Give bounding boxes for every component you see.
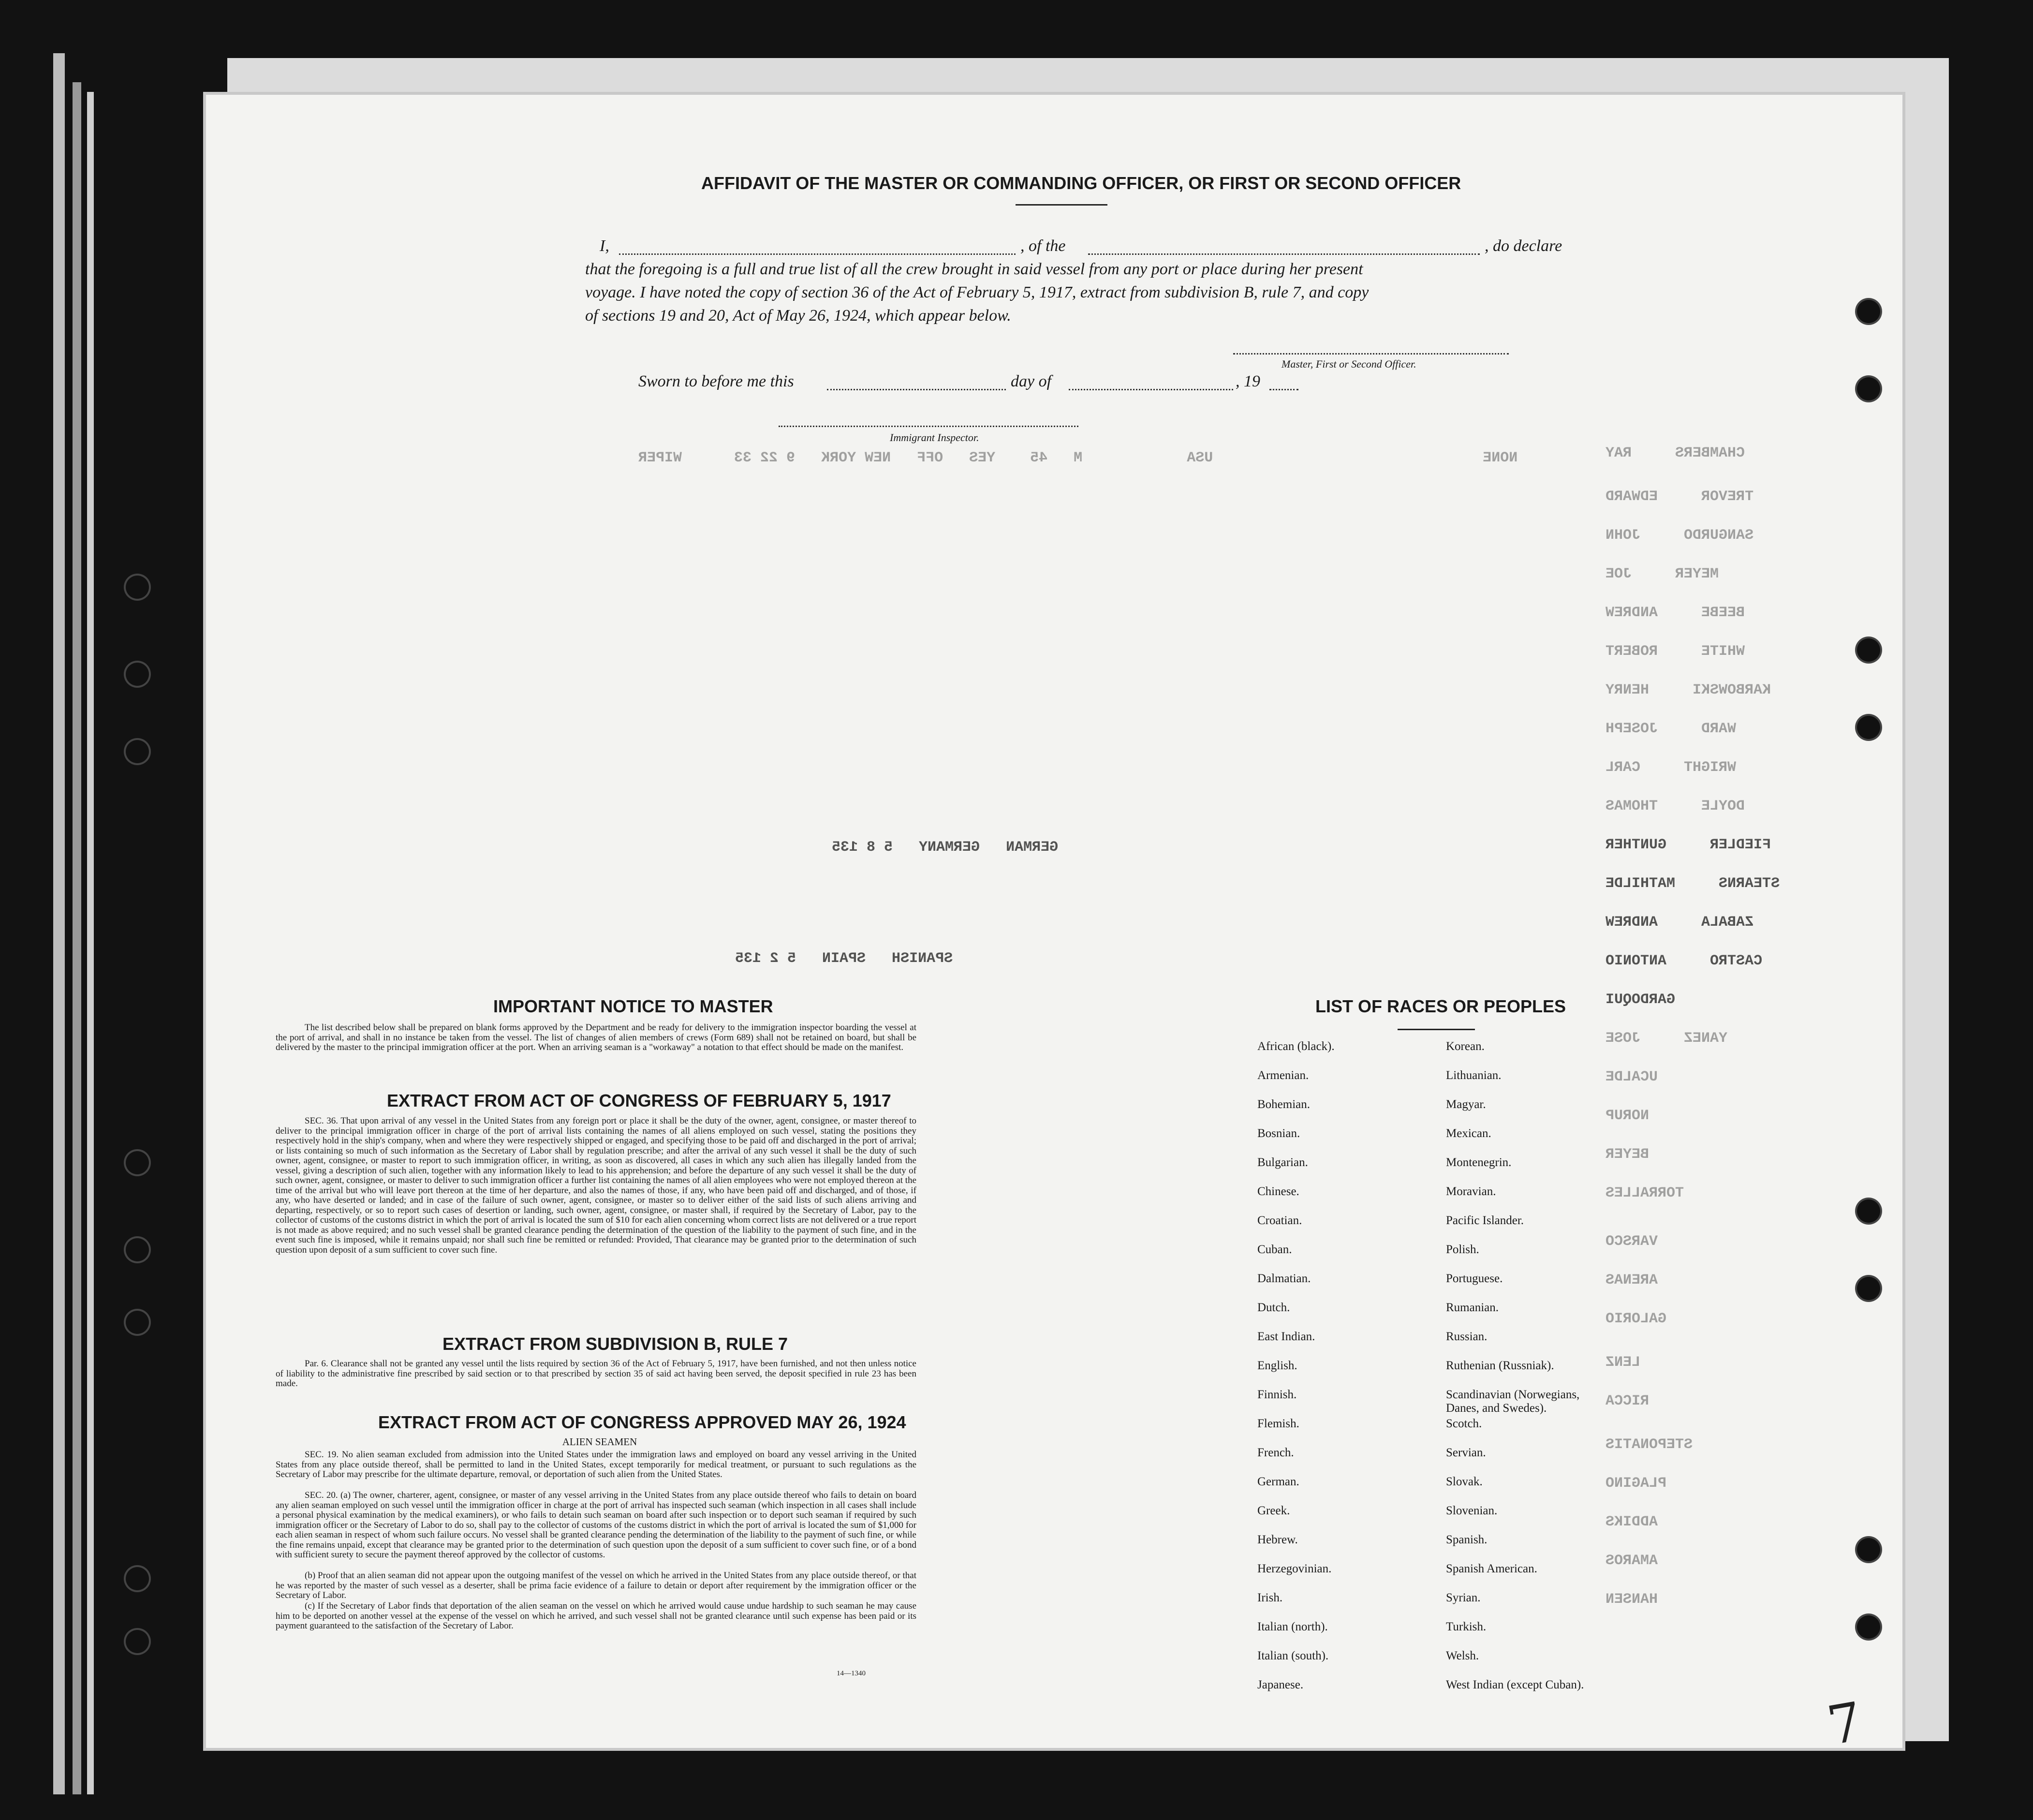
sworn-year: , 19: [1236, 372, 1260, 390]
binder-strip: [73, 82, 81, 1794]
punch-hole: [1857, 1277, 1880, 1300]
race-entry: Cuban.: [1257, 1243, 1292, 1256]
sworn-prefix: Sworn to before me this: [638, 372, 794, 390]
extract-1917-body: SEC. 36. That upon arrival of any vessel in the United States from any foreign port or place it shall be the duty of the owner, agent, consignee, or master thereof to deliver to the principal immigration officer in charge of the port of arrival lists containing the names of all aliens employed on such vessel, stating the positions they respectively hold in the ship's company, when and where they were respectively shipped or engaged, and specifying those to be paid off and discharged in the port of arrival; or lists containing so much of such information as the Secretary of Labor shall by regulation prescribe; and after the arrival of any such vessel it shall be the duty of such owner, agent, consignee, or master to report to such immigration officer, in writing, as soon as discovered, all cases in which any such alien has illegally landed from the vessel, giving a description of such alien, together with any information likely to lead to his apprehension; and before the departure of any such vessel it shall be the duty of such owner, agent, consignee, or master to deliver to such immigration officer a further list containing the names of all alien employees who were not employed thereon at the time of the arrival but who will leave port thereon at the time of her departure, and also the names of those, if any, who have been paid off and discharged, and of those, if any, who have deserted or landed; and in case of the failure of such owner, agent, consignee, or master so to deliver either of the said lists of such aliens arriving and departing, respectively, or so to report such cases of desertion or landing, such owner, agent, consignee, or master shall, if required by the Secretary of Labor, pay to the collector of customs of the customs district in which the port of arrival is located the sum of $10 for each alien concerning whom correct lists are not delivered or a true report is not made as above required; and no such vessel shall be granted clearance pending the determination of the question of the liability to the payment of such fine, and in the event such fine is imposed, while it remains unpaid; nor shall such fine be remitted or refunded: Provided, That clearance may be granted prior to the determination of such question upon deposit of a sum sufficient to cover such fine.: [276, 1116, 916, 1255]
punch-hole: [1857, 1538, 1880, 1561]
race-entry: Bulgarian.: [1257, 1156, 1308, 1169]
race-entry: Chinese.: [1257, 1185, 1299, 1198]
bleed-through-crew-list: AMAROS: [1606, 1553, 1658, 1569]
sworn-day-of: day of: [1011, 372, 1052, 390]
race-entry: German.: [1257, 1475, 1299, 1488]
bleed-through-crew-list: ARENAS: [1606, 1272, 1658, 1288]
extract-rule7-title: EXTRACT FROM SUBDIVISION B, RULE 7: [442, 1334, 788, 1354]
bleed-through-crew-list: MEYER JOE: [1606, 566, 1719, 582]
race-entry: Magyar.: [1446, 1098, 1486, 1111]
race-entry: Slovak.: [1446, 1475, 1483, 1488]
punch-hole: [1857, 638, 1880, 662]
bleed-through-crew-list: FIEDLER GUNTHER: [1606, 837, 1771, 853]
bleed-through-usa-column: GERMAN GERMANY 5 8 135: [832, 839, 1059, 856]
notice-title: IMPORTANT NOTICE TO MASTER: [493, 996, 773, 1016]
bleed-through-crew-list: WARD JOSEPH: [1606, 721, 1737, 737]
race-entry: Welsh.: [1446, 1649, 1479, 1662]
sworn-day-blank[interactable]: [827, 389, 1006, 390]
bleed-through-crew-list: UCALDE: [1606, 1069, 1658, 1085]
affidavit-line3: voyage. I have noted the copy of section 36 of the Act of February 5, 1917, extract from subdivision B, rule 7, and copy: [585, 283, 1369, 301]
race-entry: Korean.: [1446, 1040, 1485, 1053]
name-blank[interactable]: [619, 253, 1016, 255]
inspector-signature-blank[interactable]: [779, 426, 1078, 427]
notice-body: The list described below shall be prepared on blank forms approved by the Department and be ready for delivery to the immigration inspector boarding the vessel at the port of arrival, and shall in no instance be taken from the vessel. The list of changes of alien members of crews (Form 689) shall not be retained on board, but shall be delivered by the master to the principal immigration officer at the port. When an arriving seaman is a "workaway" a notation to that effect should be made on the manifest.: [276, 1022, 916, 1052]
affidavit-line1-i: I,: [600, 237, 609, 255]
race-entry: Servian.: [1446, 1446, 1486, 1459]
sworn-month-blank[interactable]: [1069, 389, 1233, 390]
race-entry: African (black).: [1257, 1040, 1335, 1053]
race-entry: Irish.: [1257, 1591, 1283, 1604]
bleed-through-crew-list: GALORIO: [1606, 1311, 1667, 1327]
extract-1924-sec20a: SEC. 20. (a) The owner, charterer, agent, consignee, or master of any vessel arriving in the United States from any place outside thereof who fails to detain on board any alien seaman employed on such vessel until the immigration officer in charge at the port of arrival has inspected such seaman (which inspection in all cases shall include a personal physical examination by the medical examiners), or who fails to detain such seaman on board after such inspection or to deport such seaman if required by such immigration officer or the Secretary of Labor to do so, shall pay to the collector of customs of the customs district in which the port of arrival is located the sum of $1,000 for each alien seaman in respect of whom such failure occurs. No vessel shall be granted clearance pending the determination of the liability to the payment of such fine, or while the fine remains unpaid, except that clearance may be granted prior to the determination of such question upon the deposit of a sum sufficient to cover such fine, or of a bond with sufficient surety to secure the payment thereof approved by the collector of customs.: [276, 1490, 916, 1560]
master-signature-blank[interactable]: [1233, 353, 1509, 355]
punch-hole: [126, 1311, 149, 1334]
punch-hole: [126, 1238, 149, 1261]
race-entry: Polish.: [1446, 1243, 1479, 1256]
bleed-through-crew-list: VARSCO: [1606, 1233, 1658, 1250]
race-entry: Portuguese.: [1446, 1272, 1503, 1285]
race-entry: Scandinavian (Norwegians, Danes, and Swedes).: [1446, 1388, 1580, 1415]
extract-1924-subtitle: ALIEN SEAMEN: [562, 1436, 637, 1448]
race-entry: Slovenian.: [1446, 1504, 1498, 1517]
punch-hole: [126, 740, 149, 763]
extract-1917-title: EXTRACT FROM ACT OF CONGRESS OF FEBRUARY 5, 1917: [387, 1091, 891, 1110]
bleed-through-crew-list: HANSEN: [1606, 1591, 1658, 1608]
affidavit-line1-of: , of the: [1020, 237, 1066, 255]
affidavit-line2: that the foregoing is a full and true list of all the crew brought in said vessel from any port or place during her present: [585, 260, 1363, 278]
race-entry: Lithuanian.: [1446, 1069, 1502, 1082]
affidavit-title: AFFIDAVIT OF THE MASTER OR COMMANDING OFFICER, OR FIRST OR SECOND OFFICER: [701, 173, 1461, 193]
race-entry: Finnish.: [1257, 1388, 1297, 1401]
race-entry: Ruthenian (Russniak).: [1446, 1359, 1554, 1372]
handwritten-mark: 7: [1823, 1690, 1867, 1758]
race-entry: French.: [1257, 1446, 1294, 1459]
race-entry: Bohemian.: [1257, 1098, 1311, 1111]
race-entry: Mexican.: [1446, 1127, 1491, 1140]
race-entry: English.: [1257, 1359, 1297, 1372]
extract-rule7-body: Par. 6. Clearance shall not be granted any vessel until the lists required by section 36 of the Act of February 5, 1917, have been furnished, and not then unless notice of liability to the administrative fine prescribed by said section or to that prescribed by section 35 of said act having been served, the deposit specified in rule 23 has been made.: [276, 1359, 916, 1389]
bleed-through-crew-list: WHITE ROBERT: [1606, 643, 1745, 660]
race-entry: Bosnian.: [1257, 1127, 1300, 1140]
master-caption: Master, First or Second Officer.: [1282, 358, 1416, 370]
punch-hole: [1857, 300, 1880, 323]
races-left-column: [1257, 1040, 1451, 1691]
bleed-through-crew-list: NORUP: [1606, 1108, 1650, 1124]
race-entry: Flemish.: [1257, 1417, 1299, 1430]
bleed-through-crew-list: CHAMBERS RAY: [1606, 445, 1745, 461]
extract-1924-sec20b: (b) Proof that an alien seaman did not appear upon the outgoing manifest of the vessel on which he arrived in the United States from any place outside thereof, or that he was reported by the master of such vessel as a deserter, shall be prima facie evidence of a failure to detain or deport after requirement by the immigration officer or the Secretary of Labor.: [276, 1570, 916, 1600]
bleed-through-crew-list: STEPONATIS: [1606, 1436, 1693, 1453]
race-entry: Herzegovinian.: [1257, 1562, 1332, 1575]
race-entry: Croatian.: [1257, 1214, 1302, 1227]
bleed-through-crew-list: RICCA: [1606, 1393, 1650, 1409]
race-entry: Japanese.: [1257, 1678, 1304, 1691]
race-entry: Pacific Islander.: [1446, 1214, 1524, 1227]
race-entry: East Indian.: [1257, 1330, 1315, 1343]
inspector-caption: Immigrant Inspector.: [890, 431, 979, 444]
race-entry: Russian.: [1446, 1330, 1488, 1343]
bleed-through-crew-list: DOYLE THOMAS: [1606, 798, 1745, 814]
bleed-through-crew-list: LENZ: [1606, 1354, 1641, 1371]
punch-hole: [126, 663, 149, 686]
punch-hole: [126, 576, 149, 599]
bleed-through-usa-column: SPANISH SPAIN 5 2 135: [735, 950, 953, 967]
punch-hole: [1857, 1199, 1880, 1223]
bleed-through-crew-list: BEEBE ANDREW: [1606, 605, 1745, 621]
race-entry: Turkish.: [1446, 1620, 1487, 1633]
punch-hole: [1857, 716, 1880, 739]
bleed-through-crew-list: GARDOQUI: [1606, 991, 1676, 1008]
races-title: LIST OF RACES OR PEOPLES: [1315, 996, 1566, 1016]
bleed-through-crew-list: ZABALA ANDREW: [1606, 914, 1754, 931]
bleed-through-crew-list: STEARNS MATHILDE: [1606, 875, 1780, 892]
bleed-through-crew-list: BEYER: [1606, 1146, 1650, 1163]
punch-hole: [126, 1630, 149, 1653]
vessel-blank[interactable]: [1088, 253, 1480, 255]
race-entry: Italian (north).: [1257, 1620, 1328, 1633]
bleed-through-crew-list: PLAGINO: [1606, 1475, 1667, 1492]
bleed-through-usa-column: NONE USA M 45 YES OFF NEW YORK 9 22 33 WIPER: [638, 450, 1518, 466]
race-entry: Greek.: [1257, 1504, 1290, 1517]
races-right-column: [1446, 1040, 1736, 1691]
extract-1924-title: EXTRACT FROM ACT OF CONGRESS APPROVED MAY 26, 1924: [378, 1412, 906, 1432]
races-title-underline: [1398, 1029, 1475, 1030]
affidavit-line1-declare: , do declare: [1485, 237, 1562, 255]
bleed-through-crew-list: CASTRO ANTONIO: [1606, 953, 1763, 969]
race-entry: Italian (south).: [1257, 1649, 1329, 1662]
race-entry: Montenegrin.: [1446, 1156, 1512, 1169]
bleed-through-crew-list: TREVOR EDWARD: [1606, 488, 1754, 505]
bleed-through-crew-list: ADDIKS: [1606, 1514, 1658, 1530]
binder-strip: [53, 53, 65, 1794]
race-entry: West Indian (except Cuban).: [1446, 1678, 1584, 1691]
extract-1924-sec20c: (c) If the Secretary of Labor finds that deportation of the alien seaman on the vessel on which he arrived would cause undue hardship to such seaman he may cause him to be deported on another vessel at the expense of the vessel on which he arrived, and such vessel shall not be granted clearance until such expense has been paid or its payment guaranteed to the satisfaction of the Secretary of Labor.: [276, 1601, 916, 1631]
race-entry: Spanish American.: [1446, 1562, 1537, 1575]
extract-1924-sec19: SEC. 19. No alien seaman excluded from admission into the United States under the immigration laws and employed on board any vessel arriving in the United States from any place outside thereof, shall be permitted to land in the United States, except temporarily for medical treatment, or pursuant to such regulations as the Secretary of Labor may prescribe for the ultimate departure, removal, or deportation of such alien from the United States.: [276, 1450, 916, 1480]
race-entry: Hebrew.: [1257, 1533, 1298, 1546]
race-entry: Armenian.: [1257, 1069, 1309, 1082]
title-underline: [1016, 204, 1107, 206]
punch-hole: [1857, 1615, 1880, 1639]
bleed-through-crew-list: KARBOWSKI HENRY: [1606, 682, 1771, 698]
form-number: 14—1340: [837, 1670, 866, 1677]
race-entry: Dalmatian.: [1257, 1272, 1311, 1285]
document-page: [203, 92, 1905, 1758]
bleed-through-crew-list: TORRALLES: [1606, 1185, 1684, 1201]
punch-hole: [126, 1567, 149, 1590]
bleed-through-crew-list: YANEZ JOSE: [1606, 1030, 1728, 1047]
race-entry: Rumanian.: [1446, 1301, 1499, 1314]
sworn-year-blank[interactable]: [1269, 389, 1298, 390]
race-entry: Dutch.: [1257, 1301, 1290, 1314]
punch-hole: [1857, 377, 1880, 400]
race-entry: Syrian.: [1446, 1591, 1481, 1604]
punch-hole: [126, 1151, 149, 1174]
race-entry: Moravian.: [1446, 1185, 1496, 1198]
bleed-through-crew-list: WRIGHT CARL: [1606, 759, 1737, 776]
bleed-through-crew-list: SANGURDO JOHN: [1606, 527, 1754, 544]
binder-strip: [87, 92, 94, 1794]
race-entry: Spanish.: [1446, 1533, 1488, 1546]
affidavit-line4: of sections 19 and 20, Act of May 26, 1924, which appear below.: [585, 307, 1011, 325]
race-entry: Scotch.: [1446, 1417, 1482, 1430]
